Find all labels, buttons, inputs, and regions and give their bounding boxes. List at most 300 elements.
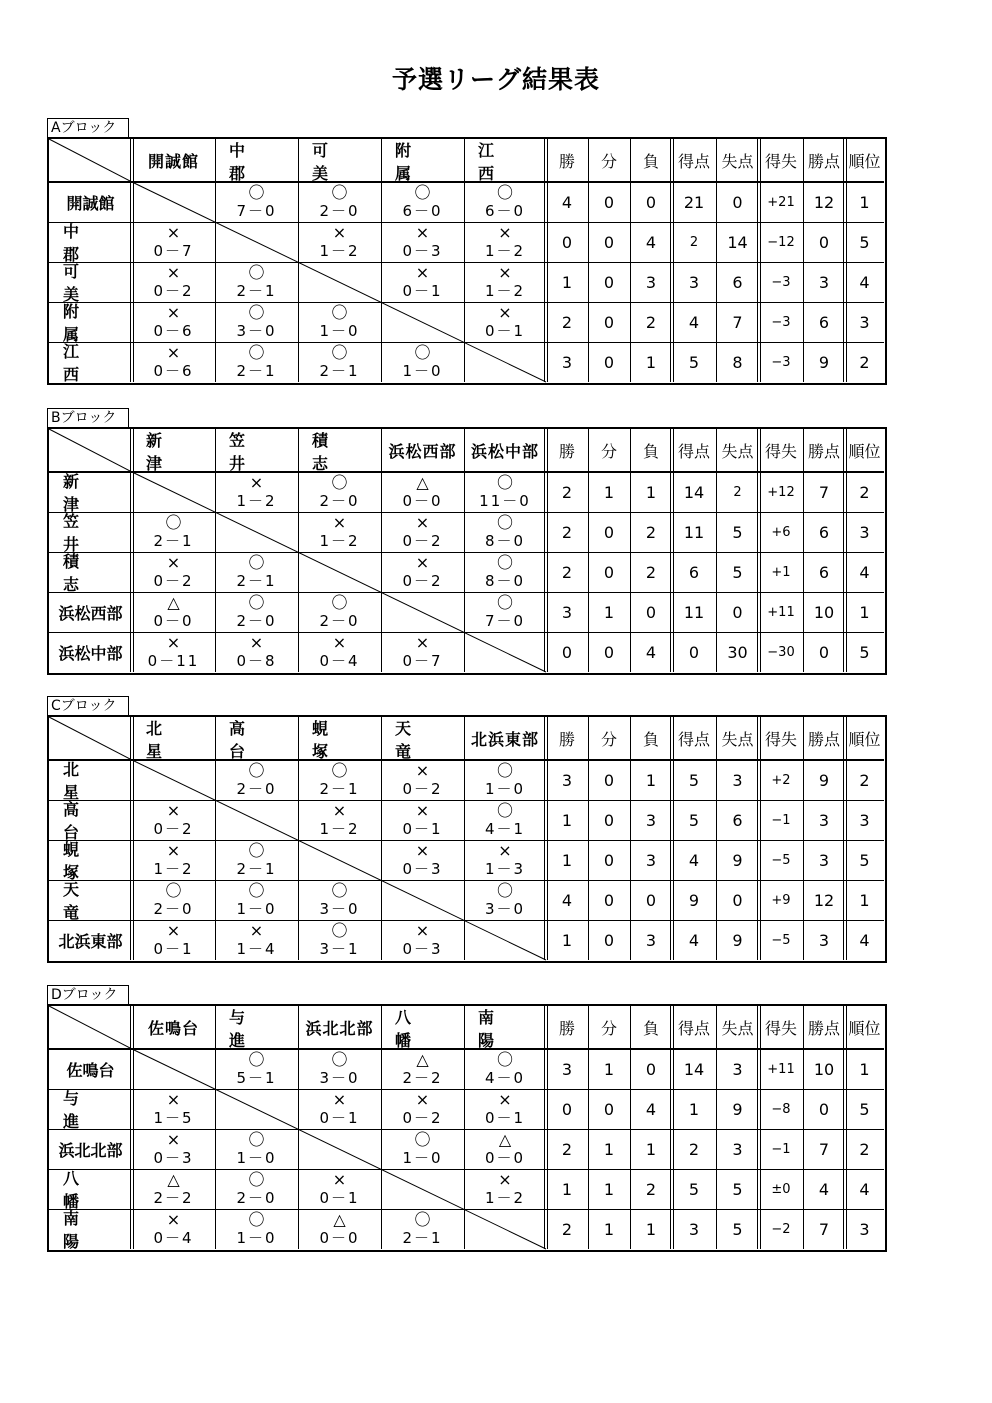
stat-value: 3 [688,1219,700,1239]
result-symbol: 〇 [496,761,513,780]
stat-value: −5 [771,852,791,868]
match-result [298,342,381,382]
row-header-team: 佐鳴台 [66,1060,115,1080]
stat-value: 3 [645,810,657,830]
result-symbol: 〇 [496,553,513,572]
result-score: 0－8 [236,652,277,670]
match-result [215,632,298,672]
match-result [381,1049,464,1089]
stat-value: 0 [561,642,573,662]
league-block [47,118,887,388]
stat-value: ±0 [771,1181,791,1197]
result-symbol: × [166,841,181,860]
result-symbol: 〇 [248,593,265,612]
stat-value: 3 [859,1219,870,1239]
row-header-team: 可 美 [63,262,124,304]
stat-value: 1 [603,1179,615,1199]
result-score: 2－1 [236,572,277,590]
result-symbol: × [166,801,181,820]
match-result [381,632,464,672]
stat-value: 3 [859,522,870,542]
result-score: 0－7 [402,652,443,670]
stat-value: 5 [688,352,700,372]
column-header-stat: 勝点 [807,1019,840,1038]
stat-value: 0 [603,232,615,252]
result-symbol: 〇 [248,881,265,900]
stat-value: 5 [859,232,870,252]
match-result [464,262,546,302]
result-symbol: △ [498,1130,512,1149]
result-score: 2－0 [236,1189,277,1207]
column-header-team: 高 台 [229,718,290,761]
column-header-stat: 分 [600,442,617,461]
stat-value: 14 [683,1059,705,1079]
result-symbol: × [332,633,347,652]
match-result [464,840,546,880]
row-header-team: 高 台 [63,800,124,842]
match-result [215,262,298,302]
stat-value: 0 [603,272,615,292]
stat-value: 0 [603,312,615,332]
stat-value: 1 [645,482,657,502]
row-header-team: 北浜東部 [58,931,123,951]
stat-value: 0 [603,192,615,212]
column-header-stat: 失点 [721,730,754,749]
result-symbol: 〇 [331,303,348,322]
stat-value: 1 [603,1059,615,1079]
result-score: 1－0 [236,1149,277,1167]
column-header-stat: 順位 [848,1019,881,1038]
match-result [298,512,381,552]
result-score: 5－1 [236,1069,277,1087]
stat-value: 11 [683,602,705,622]
result-symbol: 〇 [248,761,265,780]
result-symbol: 〇 [414,1130,431,1149]
stat-value: 3 [732,1059,743,1079]
stat-value: 1 [603,1139,615,1159]
result-score: 0－2 [402,572,443,590]
corner-diagonal [49,717,132,760]
stat-value: 0 [603,890,615,910]
stat-value: 0 [603,770,615,790]
column-header-stat: 得点 [677,1019,710,1038]
results-table [47,715,887,963]
stat-value: 2 [688,1139,700,1159]
match-result [215,840,298,880]
stat-value: 1 [645,1139,657,1159]
stat-value: 5 [859,850,870,870]
stat-value: 8 [732,352,743,372]
stat-value: 0 [645,192,657,212]
result-symbol: × [415,841,430,860]
result-symbol: × [166,1090,181,1109]
stat-value: 2 [859,352,870,372]
stat-value: 7 [818,1139,830,1159]
result-symbol: × [332,801,347,820]
column-header-stat: 順位 [848,730,881,749]
stat-value: 0 [603,810,615,830]
match-result [298,800,381,840]
row-header-team: 浜北北部 [58,1140,123,1160]
result-score: 0－7 [153,242,194,260]
result-symbol: △ [333,1210,346,1229]
result-score: 0－3 [153,1149,194,1167]
match-result [132,920,215,960]
column-header-stat: 失点 [721,1019,754,1038]
stat-value: 0 [561,232,573,252]
stat-value: 2 [561,522,573,542]
result-score: 3－1 [319,940,360,958]
match-result [215,552,298,592]
stat-value: 14 [683,482,705,502]
column-header-stat: 負 [642,442,659,461]
results-table [47,427,887,675]
result-score: 0－0 [319,1229,360,1247]
stat-value: 4 [859,562,870,582]
stat-value: 6 [732,810,743,830]
column-header-team: 天 竜 [395,718,456,761]
row-header-team: 天 竜 [63,880,124,922]
result-score: 1－3 [484,860,526,878]
result-score: 1－2 [484,1189,526,1207]
result-symbol: 〇 [496,881,513,900]
column-header-team: 佐鳴台 [147,1019,199,1038]
row-header-team: 笠 井 [63,512,124,554]
stat-value: −5 [771,932,791,948]
match-result [381,1209,464,1249]
column-header-team: 北 星 [146,718,207,761]
column-header-team: 中 郡 [229,140,290,183]
result-score: 7－0 [484,612,526,630]
column-header-team: 浜松中部 [470,442,539,461]
result-symbol: 〇 [331,761,348,780]
result-symbol: 〇 [248,553,265,572]
stat-value: 3 [859,810,870,830]
row-header-team: 北 星 [63,760,124,802]
result-score: 2－1 [236,282,277,300]
result-symbol: × [498,263,512,282]
row-header-team: 積 志 [63,552,124,594]
match-result [215,342,298,382]
result-symbol: 〇 [331,473,348,492]
match-result [132,800,215,840]
result-symbol: × [498,303,512,322]
result-score: 2－1 [319,362,360,380]
result-score: 0－1 [319,1189,360,1207]
result-score: 1－0 [484,780,526,798]
match-result [132,1169,215,1209]
result-symbol: 〇 [248,303,265,322]
column-header-team: 与 進 [229,1007,290,1050]
result-symbol: × [249,633,264,652]
result-symbol: × [498,841,512,860]
result-score: 0－1 [484,322,526,340]
result-symbol: × [249,921,264,940]
result-score: 1－0 [402,362,443,380]
result-score: 0－0 [153,612,194,630]
match-result [215,880,298,920]
column-header-team: 南 陽 [478,1007,539,1050]
result-score: 0－2 [153,282,194,300]
stat-value: 4 [688,930,700,950]
stat-value: 3 [561,352,573,372]
match-result [298,880,381,920]
match-result [215,1049,298,1089]
match-result [298,182,381,222]
stat-value: 10 [813,1059,835,1079]
result-score: 0－0 [402,492,443,510]
stat-value: 5 [859,1099,870,1119]
stat-value: 0 [732,602,743,622]
result-score: 0－6 [153,362,194,380]
block-label: Aブロック [47,118,129,137]
result-score: 1－0 [402,1149,443,1167]
match-result [132,512,215,552]
result-symbol: × [166,921,181,940]
stat-value: 1 [645,770,657,790]
stat-value: 4 [645,1099,657,1119]
stat-value: 4 [645,642,657,662]
match-result [132,222,215,262]
result-symbol: × [415,801,430,820]
stat-value: 4 [645,232,657,252]
column-header-team: 北浜東部 [470,730,539,749]
stat-value: 0 [732,192,743,212]
corner-diagonal [49,1006,132,1049]
stat-value: 9 [732,850,743,870]
match-result [298,222,381,262]
result-symbol: × [332,1090,347,1109]
stat-value: 2 [561,1219,573,1239]
stat-value: +11 [767,604,795,620]
match-result [298,472,381,512]
result-score: 2－1 [402,1229,443,1247]
match-result [215,182,298,222]
league-block [47,696,887,966]
column-header-team: 新 津 [146,430,207,473]
stat-value: 7 [732,312,743,332]
stat-value: 6 [818,312,830,332]
stat-value: 1 [603,602,615,622]
result-symbol: 〇 [496,513,513,532]
result-score: 3－0 [319,900,360,918]
result-symbol: × [415,761,430,780]
result-symbol: × [415,1090,430,1109]
column-header-team: 浜松西部 [388,442,457,461]
stat-value: 3 [561,1059,573,1079]
match-result [464,800,546,840]
column-header-stat: 負 [642,730,659,749]
column-header-stat: 順位 [848,152,881,171]
stat-value: 5 [688,1179,700,1199]
result-symbol: 〇 [248,263,265,282]
stat-value: −3 [771,354,791,370]
result-score: 0－1 [153,940,194,958]
match-result [215,472,298,512]
match-result [298,920,381,960]
stat-value: 2 [859,1139,870,1159]
result-score: 2－1 [319,780,360,798]
column-header-stat: 負 [642,1019,659,1038]
stat-value: 1 [603,482,615,502]
column-header-stat: 勝 [558,730,575,749]
stat-value: 11 [683,522,705,542]
column-header-stat: 勝 [558,442,575,461]
stat-value: 4 [688,312,700,332]
column-header-stat: 分 [600,1019,617,1038]
match-result [381,182,464,222]
result-score: 1－5 [153,1109,194,1127]
match-result [381,1089,464,1129]
result-score: 0－1 [402,820,443,838]
stat-value: 3 [645,930,657,950]
stat-value: 1 [561,850,573,870]
column-header-team: 附 属 [395,140,456,183]
column-header-stat: 失点 [721,152,754,171]
stat-value: +21 [767,194,795,210]
result-symbol: × [249,473,264,492]
stat-value: 2 [733,484,742,500]
result-symbol: 〇 [248,1050,265,1069]
match-result [132,552,215,592]
stat-value: 7 [818,1219,830,1239]
stat-value: 1 [561,810,573,830]
stat-value: 5 [859,642,870,662]
stat-value: 0 [603,930,615,950]
stat-value: 0 [818,232,830,252]
result-symbol: × [166,1210,181,1229]
match-result [215,302,298,342]
column-header-team: 江 西 [478,140,539,183]
stat-value: −12 [767,234,795,250]
stat-value: 0 [603,352,615,372]
result-score: 11－0 [479,492,531,510]
result-score: 4－0 [484,1069,526,1087]
match-result [464,1089,546,1129]
page-title: 予選リーグ結果表 [391,65,600,94]
result-score: 2－0 [319,612,360,630]
result-symbol: × [415,263,430,282]
column-header-team: 積 志 [312,430,373,473]
result-symbol: △ [416,473,429,492]
stat-value: 0 [603,562,615,582]
match-result [464,592,546,632]
match-result [298,1089,381,1129]
stat-value: 5 [688,770,700,790]
result-score: 0－2 [402,1109,443,1127]
stat-value: 3 [732,770,743,790]
stat-value: +2 [771,772,791,788]
stat-value: 2 [561,312,573,332]
match-result [381,840,464,880]
stat-value: 0 [645,890,657,910]
stat-value: −3 [771,274,791,290]
column-header-team: 開誠館 [147,152,199,171]
result-symbol: 〇 [248,343,265,362]
stat-value: 3 [645,272,657,292]
result-score: 0－2 [153,820,194,838]
match-result [381,342,464,382]
result-score: 1－4 [236,940,277,958]
stat-value: 2 [645,312,657,332]
result-score: 2－0 [236,612,277,630]
result-score: 1－2 [153,860,194,878]
result-score: 1－2 [319,820,360,838]
stat-value: 6 [818,522,830,542]
result-score: 1－0 [236,900,277,918]
stat-value: 0 [818,642,830,662]
match-result [298,760,381,800]
stat-value: 21 [683,192,705,212]
result-score: 0－2 [402,780,443,798]
result-symbol: × [415,633,430,652]
stat-value: 3 [688,272,700,292]
match-result [464,222,546,262]
stat-value: 6 [732,272,743,292]
stat-value: 1 [859,192,870,212]
column-header-stat: 得失 [764,730,797,749]
match-result [298,1049,381,1089]
stat-value: 3 [561,602,573,622]
stat-value: 12 [813,192,835,212]
match-result [132,262,215,302]
stat-value: 2 [859,770,870,790]
match-result [215,1129,298,1169]
match-result [298,1169,381,1209]
column-header-stat: 勝点 [807,730,840,749]
column-header-stat: 分 [600,730,617,749]
match-result [464,1049,546,1089]
league-block [47,408,887,678]
match-result [464,552,546,592]
match-result [464,1169,546,1209]
result-symbol: 〇 [331,183,348,202]
result-symbol: 〇 [331,921,348,940]
column-header-stat: 勝点 [807,442,840,461]
match-result [132,880,215,920]
result-score: 0－6 [153,322,194,340]
row-header-team: 中 郡 [63,222,124,264]
stat-value: 0 [645,1059,657,1079]
corner-diagonal [49,139,132,182]
result-symbol: 〇 [248,1130,265,1149]
result-score: 1－2 [236,492,277,510]
result-score: 8－0 [484,572,526,590]
column-header-stat: 得点 [677,730,710,749]
result-score: 2－2 [402,1069,443,1087]
stat-value: +6 [771,524,791,540]
stat-value: 0 [603,850,615,870]
match-result [381,222,464,262]
result-symbol: 〇 [248,1210,265,1229]
stat-value: 14 [727,232,748,252]
column-header-team: 可 美 [312,140,373,183]
row-header-team: 蜆 塚 [63,840,124,882]
column-header-team: 蜆 塚 [312,718,373,761]
stat-value: 9 [818,352,830,372]
match-result [464,512,546,552]
results-table [47,1004,887,1252]
match-result [381,552,464,592]
stat-value: 1 [859,602,870,622]
result-score: 0－3 [402,940,443,958]
match-result [132,342,215,382]
match-result [464,760,546,800]
result-symbol: × [166,223,181,242]
result-score: 0－1 [319,1109,360,1127]
stat-value: 0 [603,642,615,662]
result-symbol: × [498,1170,512,1189]
